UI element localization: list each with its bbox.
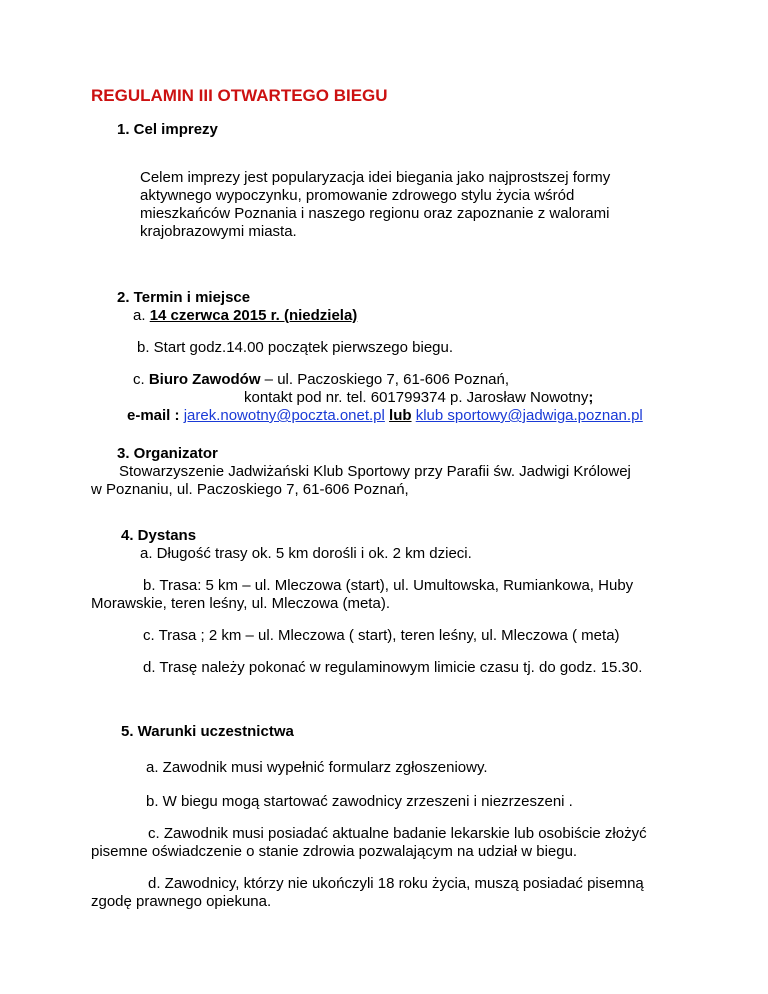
section-4-item-b: b. Trasa: 5 km – ul. Mleczowa (start), ul. Umultowska, Rumiankowa, Huby bbox=[143, 577, 634, 594]
section-4-heading: 4. Dystans bbox=[121, 527, 197, 544]
section-5-item-c-cont: pisemne oświadczenie o stanie zdrowia pozwalającym na udział w biegu. bbox=[91, 843, 578, 860]
section-3-line: w Poznaniu, ul. Paczoskiego 7, 61-606 Poznań, bbox=[91, 481, 409, 498]
section-1-heading: 1. Cel imprezy bbox=[117, 121, 218, 138]
section-2-heading: 2. Termin i miejsce bbox=[117, 289, 251, 306]
document-title: REGULAMIN III OTWARTEGO BIEGU bbox=[91, 86, 388, 105]
section-1-line: Celem imprezy jest popularyzacja idei biegania jako najprostszej formy bbox=[140, 169, 611, 186]
section-4-item-a: a. Długość trasy ok. 5 km dorośli i ok. 2 km dzieci. bbox=[140, 545, 472, 562]
section-5-item-d-cont: zgodę prawnego opiekuna. bbox=[91, 893, 272, 910]
section-4-item-b-cont: Morawskie, teren leśny, ul. Mleczowa (meta). bbox=[91, 595, 390, 612]
section-1-line: krajobrazowymi miasta. bbox=[140, 223, 297, 240]
contact-end: ; bbox=[588, 389, 594, 406]
section-3-line: Stowarzyszenie Jadwiżański Klub Sportowy przy Parafii św. Jadwigi Królowej bbox=[119, 463, 631, 480]
section-5-item-a: a. Zawodnik musi wypełnić formularz zgłoszeniowy. bbox=[146, 759, 488, 776]
section-5-heading: 5. Warunki uczestnictwa bbox=[121, 723, 294, 740]
section-4-item-d: d. Trasę należy pokonać w regulaminowym limicie czasu tj. do godz. 15.30. bbox=[143, 659, 643, 676]
section-3-heading: 3. Organizator bbox=[117, 445, 218, 462]
event-date: 14 czerwca 2015 r. (niedziela) bbox=[149, 307, 358, 324]
section-2-item-b: b. Start godz.14.00 początek pierwszego biegu. bbox=[137, 339, 454, 356]
section-1-line: mieszkańców Poznania i naszego regionu oraz zapoznanie z walorami bbox=[140, 205, 610, 222]
office-address: – ul. Paczoskiego 7, 61-606 Poznań, bbox=[260, 371, 510, 388]
section-1-line: aktywnego wypoczynku, promowanie zdrowego stylu życia wśród bbox=[140, 187, 575, 204]
email-label: e-mail : bbox=[127, 407, 184, 424]
item-c-prefix: c. bbox=[133, 371, 149, 388]
office-label: Biuro Zawodów bbox=[148, 371, 261, 388]
email-link-2[interactable]: klub sportowy@jadwiga.poznan.pl bbox=[415, 407, 643, 424]
item-a-prefix: a. bbox=[133, 307, 150, 324]
contact-line bbox=[244, 389, 593, 407]
email-line bbox=[127, 407, 643, 425]
section-5-item-b: b. W biegu mogą startować zawodnicy zrzeszeni i niezrzeszeni . bbox=[146, 793, 573, 810]
email-link-1[interactable]: jarek.nowotny@poczta.onet.pl bbox=[183, 407, 385, 424]
or-word: lub bbox=[389, 407, 412, 424]
section-5-item-c: c. Zawodnik musi posiadać aktualne badanie lekarskie lub osobiście złożyć bbox=[148, 825, 647, 842]
contact-text: kontakt pod nr. tel. 601799374 p. Jarosław Nowotny bbox=[244, 389, 589, 406]
section-5-item-d: d. Zawodnicy, którzy nie ukończyli 18 roku życia, muszą posiadać pisemną bbox=[148, 875, 644, 892]
section-4-item-c: c. Trasa ; 2 km – ul. Mleczowa ( start), teren leśny, ul. Mleczowa ( meta) bbox=[143, 627, 620, 644]
section-2-item-a bbox=[133, 307, 357, 325]
section-2-item-c bbox=[133, 371, 509, 389]
